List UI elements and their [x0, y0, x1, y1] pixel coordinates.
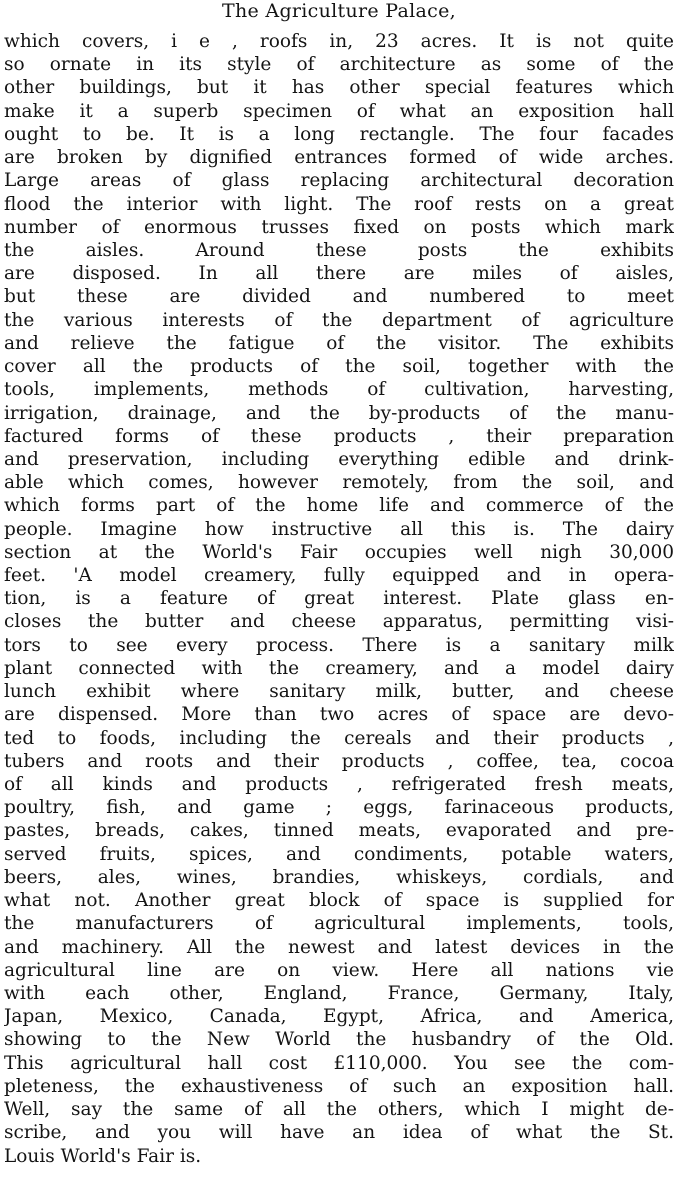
article-line: are disposed. In all there are miles of aisles, [4, 263, 674, 285]
article-line: ted to foods, including the cereals and their products , [4, 727, 674, 749]
article-line: tors to see every process. There is a sanitary milk [4, 634, 674, 656]
article-line: pleteness, the exhaustiveness of such an exposition hall. [4, 1075, 674, 1097]
article-line: and relieve the fatigue of the visitor. The exhibits [4, 332, 674, 354]
article-line: plant connected with the creamery, and a model dairy [4, 657, 674, 679]
article-line: of all kinds and products , refrigerated fresh meats, [4, 774, 674, 795]
article-line: what not. Another great block of space is supplied for [4, 890, 674, 912]
article-line: so ornate in its style of architecture as some of the [4, 54, 674, 76]
article-line: section at the World's Fair occupies well nigh 30,000 [4, 541, 674, 563]
article-line: the various interests of the department of agriculture [4, 309, 674, 331]
article-line: agricultural line are on view. Here all nations vie [4, 959, 674, 981]
article-line: lunch exhibit where sanitary milk, butter, and cheese [4, 681, 674, 703]
article-line: able which comes, however remotely, from the soil, and [4, 472, 674, 494]
article-line: showing to the New World the husbandry of the Old. [4, 1029, 674, 1051]
article-line: but these are divided and numbered to meet [4, 286, 674, 308]
article-line: are broken by dignified entrances formed of wide arches. [4, 147, 674, 169]
article-line: and preservation, including everything edible and drink- [4, 448, 674, 470]
article-line: Large areas of glass replacing architectural decoration [4, 170, 674, 192]
article-line: tubers and roots and their products , coffee, tea, cocoa [4, 750, 674, 772]
article-line: Louis World's Fair is. [4, 1145, 202, 1167]
article-line: people. Imagine how instructive all this is. The dairy [4, 518, 674, 540]
article-line: other buildings, but it has other special features which [4, 77, 674, 99]
article-line: tion, is a feature of great interest. Plate glass en- [4, 588, 674, 610]
article-line: the manufacturers of agricultural implements, tools, [4, 913, 674, 935]
article-line: scribe, and you will have an idea of what the St. [4, 1122, 674, 1144]
article-body [4, 30, 674, 1168]
article-line: which covers, i e , roofs in, 23 acres. It is not quite [4, 31, 674, 52]
article-line: beers, ales, wines, brandies, whiskeys, cordials, and [4, 866, 674, 888]
article-line: poultry, fish, and game ; eggs, farinaceous products, [4, 797, 674, 819]
article-headline: The Agriculture Palace, [222, 0, 456, 22]
article-line: served fruits, spices, and condiments, potable waters, [4, 843, 674, 865]
article-line: which forms part of the home life and commerce of the [4, 495, 674, 517]
article-line: pastes, breads, cakes, tinned meats, evaporated and pre- [4, 820, 674, 842]
article-line: tools, implements, methods of cultivation, harvesting, [4, 379, 674, 401]
article-line: Japan, Mexico, Canada, Egypt, Africa, and America, [4, 1006, 674, 1028]
article-line: are dispensed. More than two acres of space are devo- [4, 704, 674, 726]
article-line: number of enormous trusses fixed on posts which mark [4, 216, 674, 238]
article-line: This agricultural hall cost £110,000. You see the com- [4, 1052, 674, 1074]
article-line: with each other, England, France, Germany, Italy, [4, 982, 674, 1004]
article-line: flood the interior with light. The roof rests on a great [4, 193, 674, 215]
article-line: ought to be. It is a long rectangle. The four facades [4, 123, 674, 145]
article-line: closes the butter and cheese apparatus, permitting visi- [4, 611, 674, 633]
article-line: cover all the products of the soil, together with the [4, 356, 674, 378]
article-line: make it a superb specimen of what an exposition hall [4, 100, 674, 122]
article-line: factured forms of these products , their preparation [4, 425, 674, 447]
article-line: and machinery. All the newest and latest devices in the [4, 936, 674, 958]
article-line: the aisles. Around these posts the exhibits [4, 239, 674, 261]
article-line: feet. 'A model creamery, fully equipped and in opera- [4, 565, 674, 587]
article-line: irrigation, drainage, and the by-products of the manu- [4, 402, 674, 424]
article-line: Well, say the same of all the others, which I might de- [4, 1099, 674, 1121]
